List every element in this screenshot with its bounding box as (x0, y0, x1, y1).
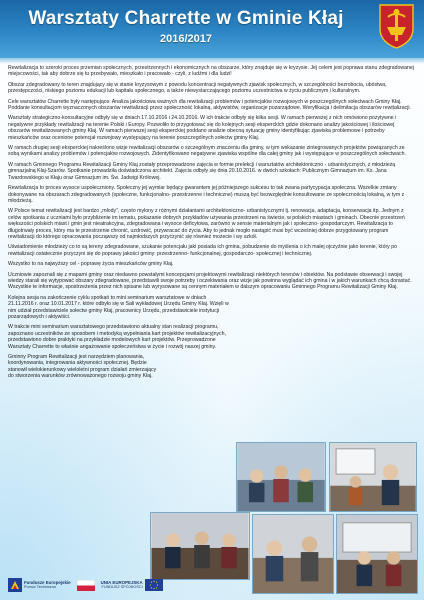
paragraph: Uczniowie zapoznali się z mapami gminy oraz niedawno powstałymi koncepcjami projektowymi rewitalizacji niektórych terenów i obiektów. Na podstawie obserwacji i swojej wiedzy starali się wytypować obszary zdegradowane, przedstawili swoje potrzeby i oczekiwania oraz wizje jak powinna wyglądać ich gmina i w jakich warunkach chcą dorastać. Wszystkie te informacje, spostrzeżenia przez nich spisane lub wyrysowane są cennym materiałem w dalszym opracowaniu Gminnego Programu Rewitalizacji Gminy Kłaj. (8, 271, 412, 291)
footer-logos (0, 570, 250, 600)
paragraph: Cele warsztatów Charrette były następujące: Analiza jakościowa ważnych dla rewitalizacji problemów i potencjałów rozwojowych w poszczególnych sołectwach Gminy Kłaj. Poddanie konsultacjom wyznaczonych obszarów rewitalizacji przez społeczność lokalną, aktywistów, organizacje pozarządowe. Weryfikacja i delimitacja obszarów rewitalizacji. (8, 98, 411, 112)
eu-subtitle: FUNDUSZ SPÓJNOŚCI (101, 585, 143, 589)
paragraph: Warsztaty strategiczno-konsultacyjne odbyły się w dniach 17.10.2016 i 24.10.2016. W ich trakcie odbyły się kilka sesji. W ramach pierwszej z nich omówiono pozytywne i negatywne przykłady rewitalizacji na terenie Polski i Europy. Pozwoliło to przygotować się do kolejnych sesji eksperckich gdzie dokonano analizy jakościowej i ilościowej obszarów rewitalizowanych gminy Kłaj. W ramach pierwszej sesji eksperckiej poddano analizie obecną sytuację gminy identyfikując zjawiska problemowe i potrzeby mieszkańców oraz ocenione potencjał rozwojowy występujący na terenie poszczególnych sołectw gminy Kłaj. (8, 115, 397, 141)
page-subtitle: 2016/2017 (160, 33, 212, 45)
eu-flag-icon (145, 579, 163, 591)
eu-logo (101, 579, 163, 591)
paragraph: Rewitalizacja to proces wysoce uspołeczniony. Społeczny jej wymiar będący gwarantem jej późniejszego sukcesu to tak zwana partycypacja społeczna. Wszelkie zmiany dokonywane na obszarach zdegradowanych (społeczne, funkcjonalno- przestrzenne i techniczne) muszą być bezwzględnie konsultowane ze społecznością lokalną, w tym z młodzieżą. (8, 185, 405, 204)
fundusze-europejskie-logo (8, 578, 71, 592)
paragraph: W trakcie mini seminarium warsztatowego przedstawiono aktualny stan realizacji programu, zapoznano uczestników ze sposobem i metodyką wypełniania kart projektów rewitalizacyjnych, przedstawiono dobre praktyki na przykładzie modelowych kart projektów. Przeprowadzone Warsztaty Charrette to właśnie angażowanie społeczeństwa w życie i rozwój naszej gminy. (8, 324, 226, 350)
paragraph: Uświadomienie młodzieży co to są tereny zdegradowane, szukanie potencjału jaki posiada ich gmina, pobudzenie do myślenia o ich małej ojczyźnie jako terenie, który po rewitalizacji ostatecznie przyczyni się do poprawy jakości gminy: przestrzenno- funkcjonalnej, gospodarczo- społecznej i technicznej. (8, 244, 397, 257)
paragraph: Wszystko to na najwyższy cel - poprawę życia mieszkańców gminy Kłaj. (8, 261, 174, 268)
fundusze-title: Fundusze Europejskie (24, 580, 71, 585)
page-title: Warsztaty Charrette w Gminie Kłaj (28, 8, 344, 29)
fundusze-subtitle: Pomoc Techniczna (24, 585, 56, 589)
workshop-photo (236, 442, 326, 512)
paragraph: W Polsce temat rewitalizacji jest bardzo „młody”, często mylony z różnymi działaniami architektoniczno- urbanistycznymi tj. renowacja, adaptacja, konserwacja itp. Jednym z celów spotkania z uczniami było przybliżenie im tematu, pokazanie dobrych przykładów używania przestrzeni na świecie, w polskich miastach i gminach. Obecnie przestrzeń większości polskich miast i gmin jest nieatrakcyjna, zdegradowana i wysoce deficytowa, zarówno w sensie materialnym jak i społeczno- gospodarczym. Rewitalizacja to długotrwały proces, który ma te przestrzenie chronić, uzdrowić, przywracać do życia. Aby to jednak mogło nastąpić musi być wcześniej dobrze przygotowany program rewitalizacji do którego opracowania począwszy od najmłodszych przyczynić się również możecie i wy szkół. (8, 208, 405, 240)
paragraph: Gminny Program Rewitalizacji jest narzędziem planowania, koordynowania, integrowania aktywności społecznej. Będzie stanowił wielokierunkowy wieloletni program działań zmierzający do stworzenia warunków zrównoważonego rozwoju gminy Kłaj. (8, 354, 157, 380)
polish-flag-icon (77, 580, 95, 591)
article-body (8, 65, 416, 384)
paragraph: W ramach Gminnego Programu Rewitalizacji Gminy Kłaj zostały przeprowadzone zajęcia w formie prelekcji i warsztatów architektoniczno - urbanistycznych, z młodzieżą gimnazjalną Kłaj-Szarów. Spotkanie prowadziła doświadczona architekt. Zajęcia odbyły się dnia 20.10.2016. w dwóch szkołach: Publicznym Gimnazjum im. Ks. Jana Twardowskiego w Kłaju oraz Gimnazjum im. Św. Jadwigi Królowej. (8, 161, 396, 181)
eu-title: UNIA EUROPEJSKA (100, 580, 143, 585)
paragraph: Obszar zdegradowany to teren znajdujący się w stanie kryzysowym z powodu koncentracji negatywnych zjawisk społecznych, w szczególności bezrobocia, ubóstwa, przestępczości, niskiego poziomu edukacji lub kapitału społecznego, a także niewystarczającego poziomu uczestnictwa w życiu publicznym i kulturalnym. (8, 81, 387, 95)
workshop-photo (336, 514, 418, 594)
coat-of-arms-icon (378, 3, 415, 49)
paragraph: W ramach drugiej sesji eksperckiej nakreślono wizje rewitalizacji obszarów o szczególnym znaczeniu dla gminy, w tym wskazanie zintegrowanych projektów powiązanych ze sobą wynikami analizy problemów i potencjałów rozwojowych. Zidentyfikowano negatywne zjawiska wspólne dla całej gminy jak i występujące w poszczególnych sołectwach. (8, 145, 406, 158)
workshop-photo (252, 514, 334, 594)
polish-flag-logo (77, 580, 95, 591)
paragraph: Kolejna sesja na zakończenie cyklu spotkań to mini seminarium warsztatowe w dniach 21.11.2016 r. oraz 10.01.2017 r. które odbyło się w Sali wykładowej Urzędu Gminy Kłaj. Wzięli w nim udział przedstawiciele sołectw gminy Kłaj, pracownicy Urzędu, przedstawiciele instytucji pozarządowych i aktywiści. (8, 294, 229, 320)
paragraph: Rewitalizacja to szeroki proces przemian społecznych, przestrzennych i ekonomicznych na obszarze, który znajduje się w kryzysie. Jej celem jest poprawa stanu zdegradowanej miejscowości, tak aby dobrze się tu przebywało, mieszkało i pracowało - czyli, z ludźmi i dla ludzi! (8, 65, 414, 78)
workshop-photo (329, 442, 417, 512)
fundusze-logo-icon (8, 578, 22, 592)
header-banner (0, 0, 424, 58)
